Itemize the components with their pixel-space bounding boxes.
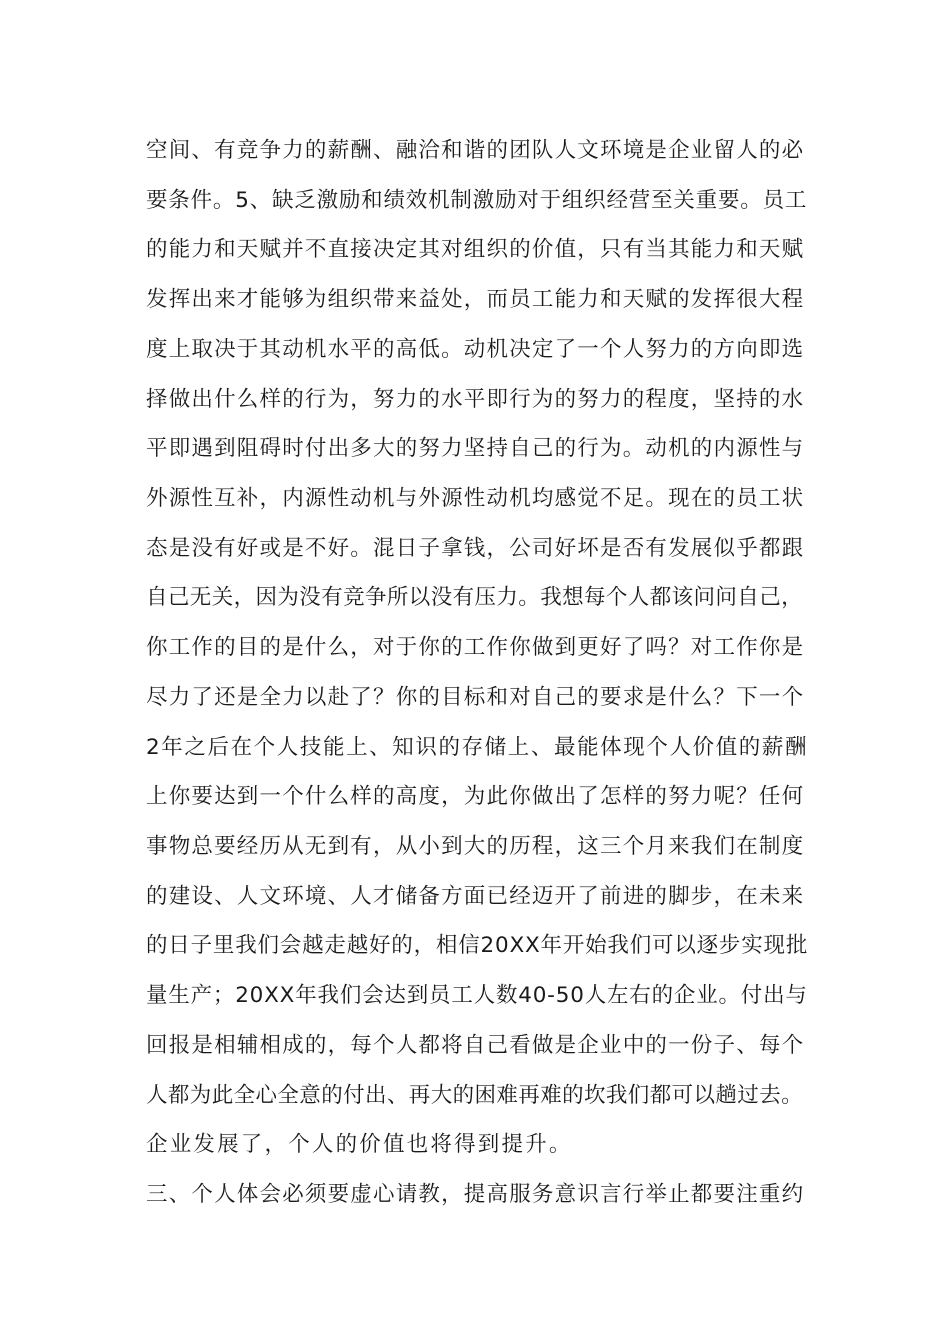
text-line: 发挥出来才能够为组织带来益处，而员工能力和天赋的发挥很大程 bbox=[146, 287, 805, 312]
text-line: 人都为此全心全意的付出、再大的困难再难的坎我们都可以趟过去。 bbox=[146, 1083, 804, 1108]
text-line: 外源性互补，内源性动机与外源性动机均感觉不足。现在的员工状 bbox=[146, 486, 805, 511]
text-line: 三、个人体会必须要虚心请教，提高服务意识言行举止都要注重约 bbox=[146, 1182, 805, 1207]
text-line: 择做出什么样的行为，努力的水平即行为的努力的程度，坚持的水 bbox=[146, 387, 805, 412]
text-line: 企业发展了，个人的价值也将得到提升。 bbox=[146, 1132, 573, 1157]
text-line: 度上取决于其动机水平的高低。动机决定了一个人努力的方向即选 bbox=[146, 337, 805, 362]
text-line: 回报是相辅相成的，每个人都将自己看做是企业中的一份子、每个 bbox=[146, 1033, 805, 1058]
text-line: 上你要达到一个什么样的高度，为此你做出了怎样的努力呢？任何 bbox=[146, 784, 805, 809]
text-line: 态是没有好或是不好。混日子拿钱，公司好坏是否有发展似乎都跟 bbox=[146, 536, 805, 561]
text-line: 自己无关，因为没有竞争所以没有压力。我想每个人都该问问自己， bbox=[146, 585, 804, 610]
text-line: 的日子里我们会越走越好的，相信20XX年开始我们可以逐步实现批 bbox=[146, 933, 809, 958]
text-line: 平即遇到阻碍时付出多大的努力坚持自己的行为。动机的内源性与 bbox=[146, 436, 805, 461]
text-line: 的建设、人文环境、人才储备方面已经迈开了前进的脚步，在未来 bbox=[146, 884, 805, 909]
text-line: 你工作的目的是什么，对于你的工作你做到更好了吗？对工作你是 bbox=[146, 635, 805, 660]
text-line: 空间、有竞争力的薪酬、融洽和谐的团队人文环境是企业留人的必 bbox=[146, 138, 805, 163]
text-line: 量生产；20XX年我们会达到员工人数40-50人左右的企业。付出与 bbox=[146, 983, 808, 1008]
text-line: 尽力了还是全力以赴了？你的目标和对自己的要求是什么？下一个 bbox=[146, 685, 805, 710]
text-line: 事物总要经历从无到有，从小到大的历程，这三个月来我们在制度 bbox=[146, 834, 805, 859]
text-line: 要条件。5、缺乏激励和绩效机制激励对于组织经营至关重要。员工 bbox=[146, 188, 808, 213]
text-line: 的能力和天赋并不直接决定其对组织的价值，只有当其能力和天赋 bbox=[146, 237, 805, 262]
text-line: 2年之后在个人技能上、知识的存储上、最能体现个人价值的薪酬 bbox=[146, 735, 809, 760]
